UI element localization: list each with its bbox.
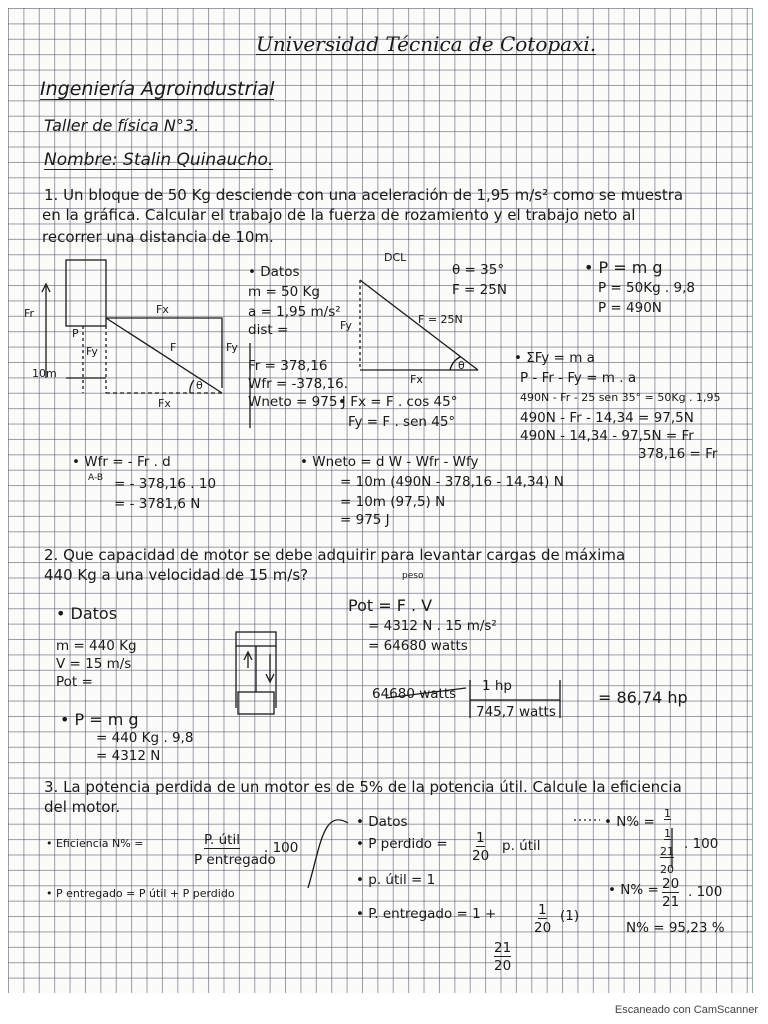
label-p: P bbox=[72, 327, 79, 340]
workshop-line: Taller de física N°3. bbox=[44, 116, 200, 135]
given-force: F = 25N bbox=[452, 282, 507, 298]
given-theta: θ = 35° bbox=[452, 262, 505, 278]
problem1-line3: recorrer una distancia de 10m. bbox=[42, 228, 274, 246]
conv-hp: 1 hp bbox=[482, 678, 513, 694]
pent-result-den: 20 bbox=[494, 958, 512, 974]
sum-result: 378,16 = Fr bbox=[638, 446, 718, 462]
power-result: = 64680 watts bbox=[368, 638, 468, 654]
eta-f1-den1: 1 bbox=[664, 827, 671, 840]
p2-pot: Pot = bbox=[56, 674, 93, 690]
p3-datos-title: • Datos bbox=[356, 814, 408, 830]
work-fr-subst: = - 378,16 . 10 bbox=[114, 476, 217, 492]
p1-datos-title: • Datos bbox=[248, 264, 300, 280]
label-fx-bottom: Fx bbox=[158, 397, 171, 410]
weight-formula: • P = m g bbox=[584, 258, 663, 277]
eta-f1-den3: 20 bbox=[660, 863, 674, 876]
work-net-subst: = 10m (490N - 378,16 - 14,34) N bbox=[340, 474, 564, 490]
dcl-fy: Fy bbox=[340, 319, 352, 332]
connector-curve bbox=[308, 820, 348, 888]
eta-f1-num: 1 bbox=[664, 807, 671, 820]
scanner-footer: Escaneado con CamScanner bbox=[614, 1004, 758, 1016]
career-line: Ingeniería Agroindustrial bbox=[40, 78, 275, 100]
university-title: Universidad Técnica de Cotopaxi. bbox=[256, 32, 597, 56]
eta-label-1: • N% = bbox=[604, 814, 655, 830]
p2-mass: m = 440 Kg bbox=[56, 638, 137, 654]
work-fr-sub: A-B bbox=[88, 473, 104, 483]
sum-equation: P - Fr - Fy = m . a bbox=[520, 370, 637, 386]
sum-step2: 490N - 14,34 - 97,5N = Fr bbox=[520, 428, 694, 444]
eta-f2-den: 21 bbox=[662, 894, 680, 910]
sum-subst: 490N - Fr - 25 sen 35° = 50Kg . 1,95 bbox=[520, 391, 721, 404]
pent-value: • P. entregado = 1 + bbox=[356, 906, 497, 922]
pperd-frac-den: 20 bbox=[472, 848, 490, 864]
problem1-line2: en la gráfica. Calcular el trabajo de la fuerza de rozamiento y el trabajo neto al bbox=[42, 206, 636, 224]
dcl-theta: θ bbox=[458, 359, 465, 372]
component-fx: • Fx = F . cos 45° bbox=[338, 394, 458, 410]
angle-arc bbox=[190, 380, 194, 393]
problem3-line1: 3. La potencia perdida de un motor es de 5% de la potencia útil. Calcule la eficiencia bbox=[44, 778, 682, 796]
notebook-page bbox=[8, 8, 753, 993]
label-f: F bbox=[170, 341, 177, 354]
pperd-frac-num: 1 bbox=[476, 830, 485, 846]
label-fy-right: Fy bbox=[226, 341, 238, 354]
label-fx-top: Fx bbox=[156, 303, 169, 316]
p2-weight-subst: = 440 Kg . 9,8 bbox=[96, 730, 194, 746]
problem2-line1: 2. Que capacidad de motor se debe adquirir para levantar cargas de máxima bbox=[44, 546, 626, 564]
student-name: Nombre: Stalin Quinaucho. bbox=[44, 150, 274, 170]
power-formula: Pot = F . V bbox=[348, 596, 433, 615]
eff-numerator: P. útil bbox=[204, 832, 240, 848]
eta-times-2: . 100 bbox=[688, 884, 723, 900]
conv-result: = 86,74 hp bbox=[598, 688, 688, 707]
putil-value: • p. útil = 1 bbox=[356, 872, 436, 888]
component-fy: Fy = F . sen 45° bbox=[348, 414, 456, 430]
power-subst: = 4312 N . 15 m/s² bbox=[368, 618, 497, 634]
sum-forces: • ΣFy = m a bbox=[514, 350, 595, 366]
pulley-top bbox=[236, 632, 276, 646]
pent-tail: (1) bbox=[560, 908, 580, 924]
eta-result: N% = 95,23 % bbox=[626, 920, 725, 936]
dcl-fx: Fx bbox=[410, 373, 423, 386]
pent-result-num: 21 bbox=[494, 940, 512, 956]
p1-wnet-value: Wneto = 975 J bbox=[248, 394, 346, 410]
eff-times: . 100 bbox=[264, 840, 299, 856]
eta-times-1: . 100 bbox=[684, 836, 719, 852]
p1-accel: a = 1,95 m/s² bbox=[248, 304, 341, 320]
label-distance: 10m bbox=[32, 367, 57, 380]
p1-wfr-value: Wfr = -378,16. bbox=[248, 376, 348, 392]
work-net-formula: • Wneto = d W - Wfr - Wfy bbox=[300, 454, 479, 470]
conv-watts: 64680 watts bbox=[372, 686, 457, 702]
eta-f2-num: 20 bbox=[662, 876, 680, 892]
p2-velocity: V = 15 m/s bbox=[56, 656, 132, 672]
p2-weight-result: = 4312 N bbox=[96, 748, 161, 764]
dcl-title: DCL bbox=[384, 251, 407, 264]
p2-datos-title: • Datos bbox=[56, 604, 118, 623]
eta-label-2: • N% = bbox=[608, 882, 659, 898]
label-theta: θ bbox=[196, 379, 203, 392]
pperd-tail: p. útil bbox=[502, 838, 541, 854]
weight-result: P = 490N bbox=[598, 300, 662, 316]
label-fy: Fy bbox=[86, 345, 98, 358]
sum-step1: 490N - Fr - 14,34 = 97,5N bbox=[520, 410, 694, 426]
pent-frac-den: 20 bbox=[534, 920, 552, 936]
p2-weight-formula: • P = m g bbox=[60, 710, 139, 729]
p1-fr-value: Fr = 378,16 bbox=[248, 358, 328, 374]
problem2-line2: 440 Kg a una velocidad de 15 m/s? bbox=[44, 566, 309, 584]
block-shape bbox=[66, 260, 106, 326]
pperd-label: • P perdido = bbox=[356, 836, 448, 852]
load-box bbox=[238, 692, 274, 714]
pent-frac-num: 1 bbox=[538, 902, 547, 918]
eff-denominator: P entregado bbox=[194, 852, 276, 868]
problem1-line1: 1. Un bloque de 50 Kg desciende con una aceleración de 1,95 m/s² como se muestra bbox=[44, 186, 684, 204]
p1-mass: m = 50 Kg bbox=[248, 284, 320, 300]
work-fr-formula: • Wfr = - Fr . d bbox=[72, 454, 171, 470]
label-fr: Fr bbox=[24, 307, 35, 320]
incline-hypotenuse bbox=[106, 318, 222, 393]
work-net-result: = 975 J bbox=[340, 512, 390, 528]
peso-note: peso bbox=[402, 571, 424, 581]
pent-formula: • P entregado = P útil + P perdido bbox=[46, 887, 235, 900]
work-fr-result: = - 3781,6 N bbox=[114, 496, 201, 512]
weight-subst: P = 50Kg . 9,8 bbox=[598, 280, 695, 296]
p1-dist: dist = bbox=[248, 322, 289, 338]
problem3-line2: del motor. bbox=[44, 798, 121, 816]
conv-watts-den: 745,7 watts bbox=[476, 704, 556, 720]
work-net-step: = 10m (97,5) N bbox=[340, 494, 446, 510]
eta-f1-den2: 21 bbox=[660, 845, 674, 858]
dcl-f: F = 25N bbox=[418, 313, 463, 326]
eff-label: • Eficiencia N% = bbox=[46, 837, 144, 850]
